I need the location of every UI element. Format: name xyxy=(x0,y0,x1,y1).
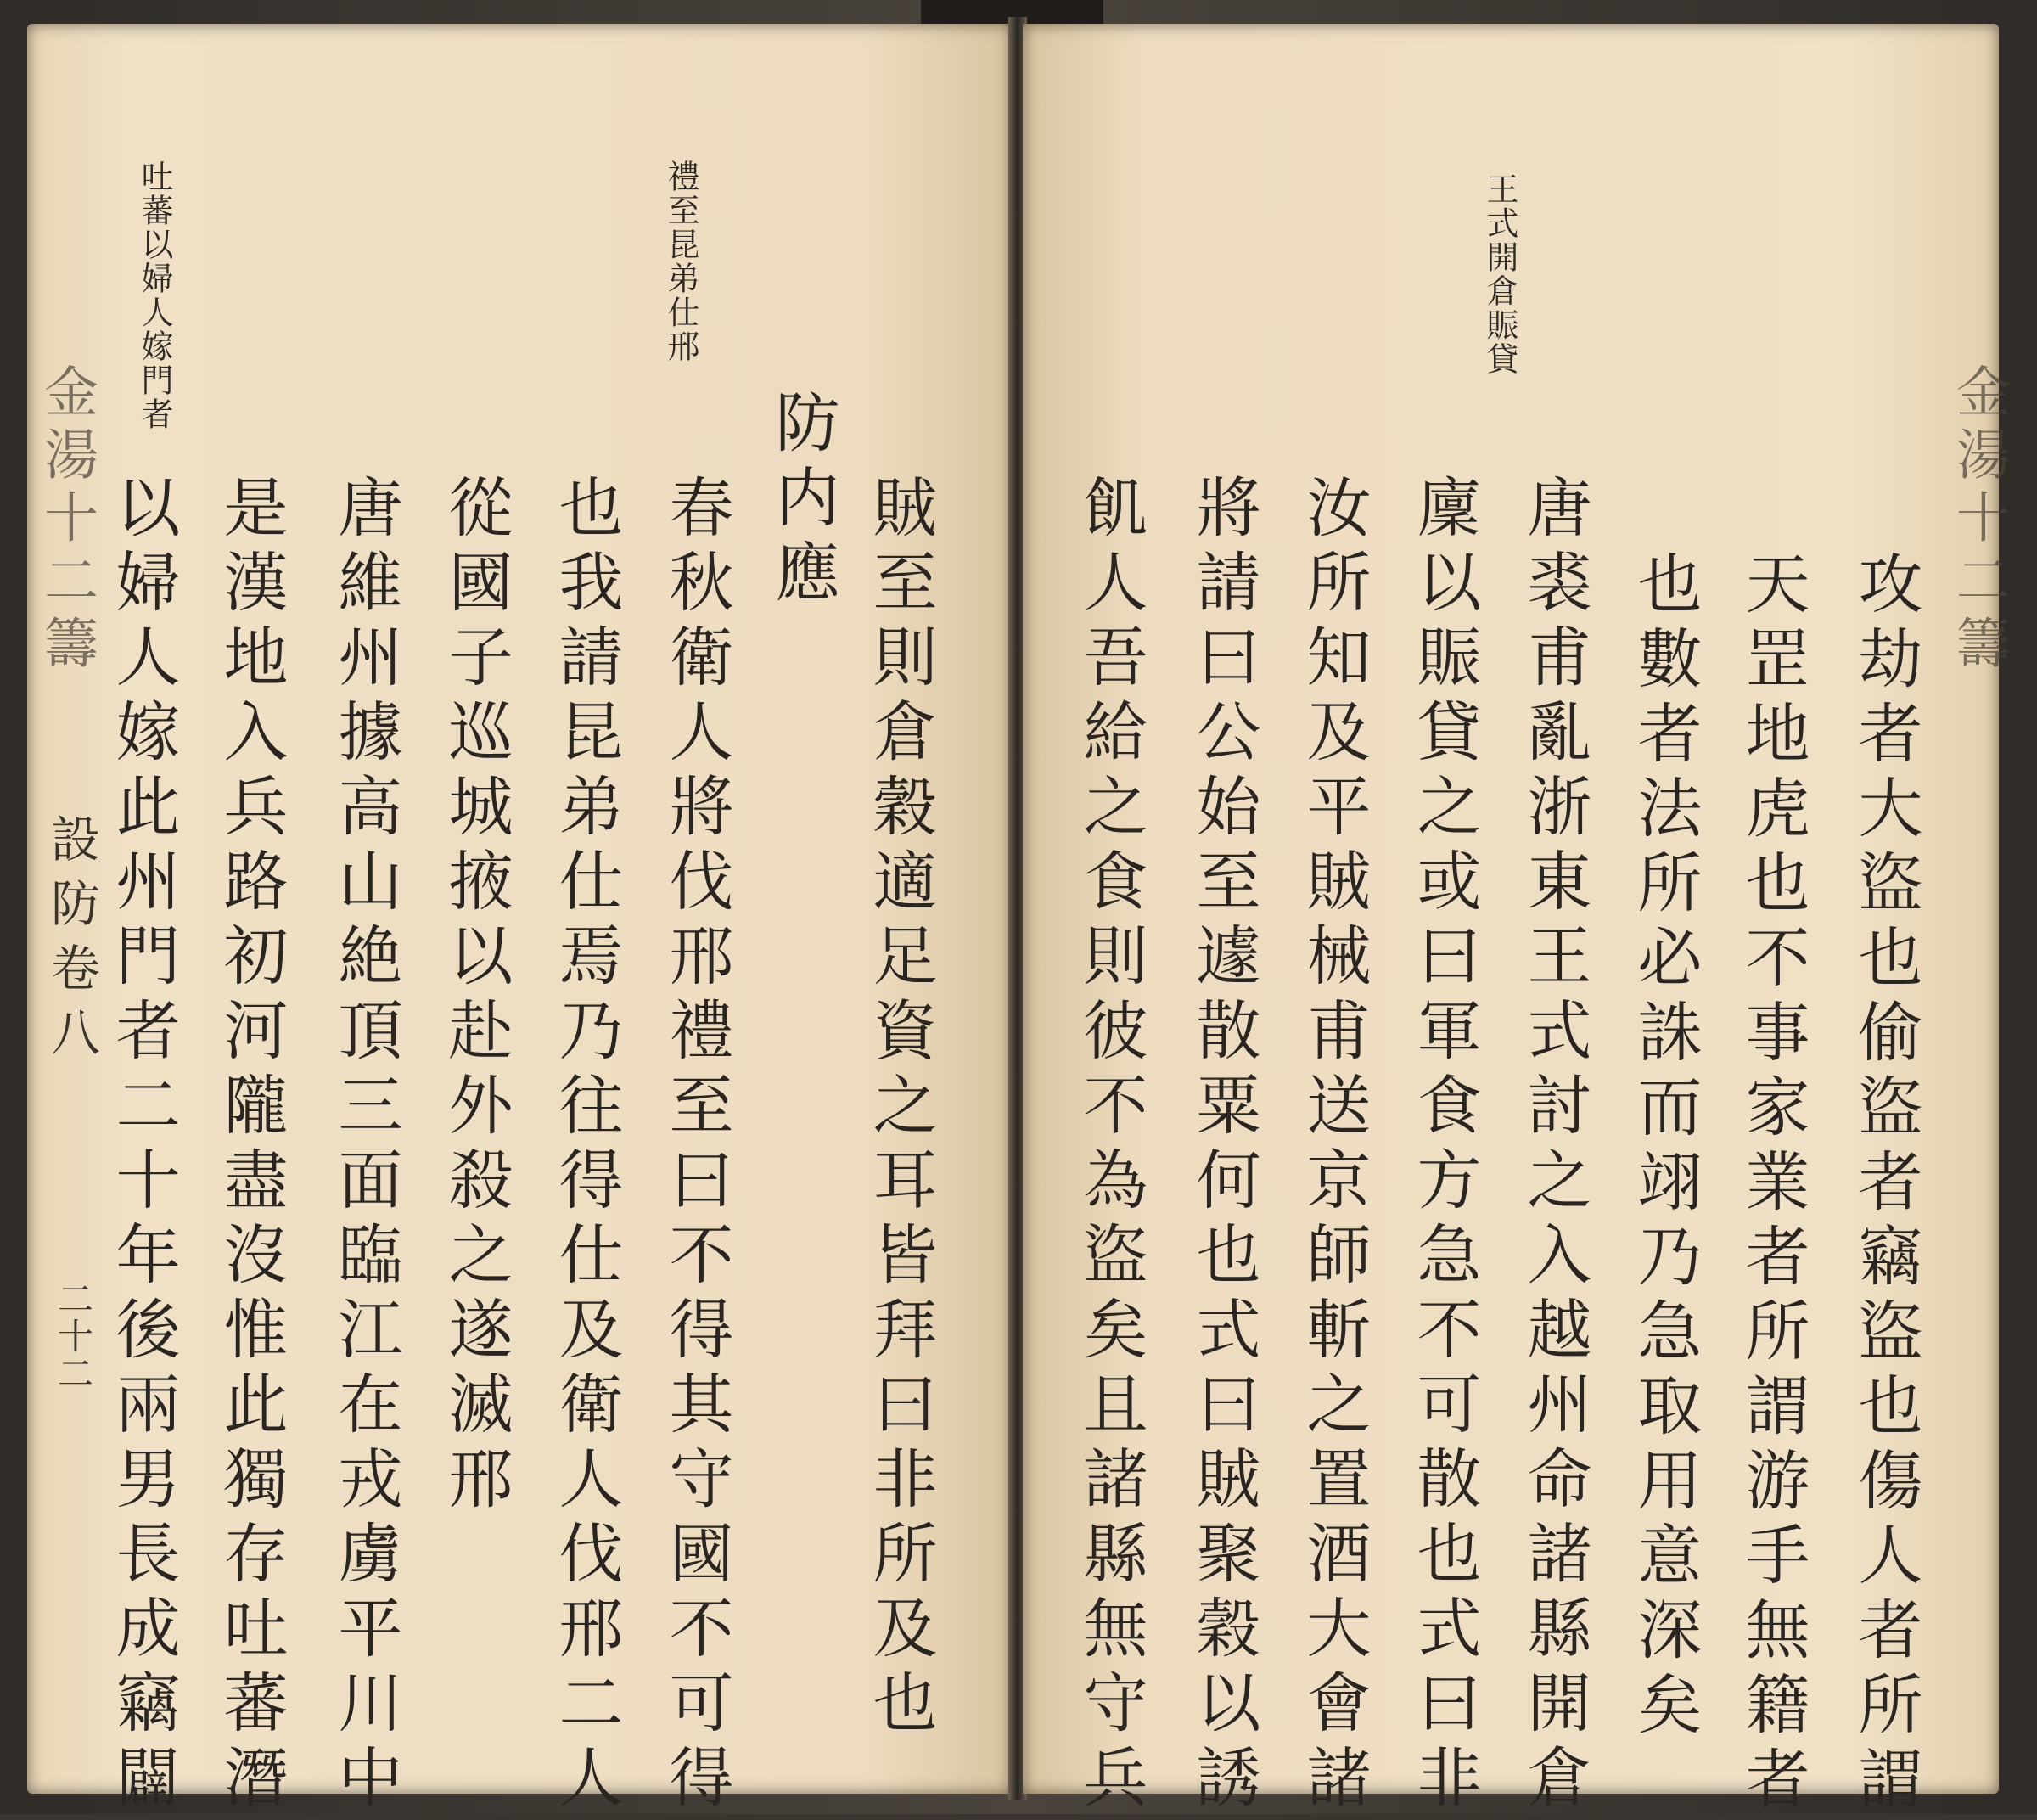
text-column: 也數者法所必誅而翊乃急取用意深矣 xyxy=(1627,550,1703,1745)
left-edge-title: 金湯十二籌 xyxy=(35,363,98,677)
left-page xyxy=(27,24,1012,1818)
text-column: 唐裘甫亂浙東王式討之入越州命諸縣開倉 xyxy=(1517,474,1592,1818)
note-tubo: 吐蕃以婦人嫁門者 xyxy=(136,160,173,431)
note-wangshi: 王式開倉賑貸 xyxy=(1481,172,1518,376)
folio-number: 二十二 xyxy=(53,1280,94,1392)
text-column: 廩以賑貸之或曰軍食方急不可散也式曰非 xyxy=(1406,474,1482,1818)
text-column: 將請曰公始至遽散粟何也式曰賊聚穀以誘 xyxy=(1186,474,1261,1818)
right-edge-title: 金湯十二籌 xyxy=(1947,363,2010,677)
text-column: 是漢地入兵路初河隴盡沒惟此獨存吐蕃潛 xyxy=(213,474,289,1818)
text-column: 天罡地虎也不事家業者所謂游手無籍者 xyxy=(1735,550,1810,1820)
binding-tab-left xyxy=(921,0,1014,24)
text-column: 汝所知及平賊械甫送京師斬之置酒大會諸 xyxy=(1296,474,1372,1818)
text-column: 以婦人嫁此州門者二十年後兩男長成竊闢 xyxy=(105,474,181,1818)
text-column: 唐維州據高山絶頂三面臨江在戎虜平川中 xyxy=(328,474,403,1818)
right-page xyxy=(1023,24,2010,1820)
text-column: 賊至則倉穀適足資之耳皆拜曰非所及也 xyxy=(862,474,938,1744)
note-lizhi: 禮至昆弟仕邢 xyxy=(662,160,699,363)
text-column: 也我請昆弟仕焉乃往得仕及衛人伐邢二人 xyxy=(548,474,624,1818)
text-column: 攻劫者大盜也偷盜者竊盜也傷人者所謂 xyxy=(1848,550,1923,1820)
section-heading: 防内應 xyxy=(765,389,840,613)
text-column: 從國子巡城掖以赴外殺之遂滅邢 xyxy=(438,474,513,1519)
margin-title: 設防卷八 xyxy=(42,813,100,1071)
text-column: 春秋衛人將伐邢禮至曰不得其守國不可得 xyxy=(659,474,734,1818)
text-column: 飢人吾給之食則彼不為盜矣且諸縣無守兵 xyxy=(1073,474,1148,1818)
